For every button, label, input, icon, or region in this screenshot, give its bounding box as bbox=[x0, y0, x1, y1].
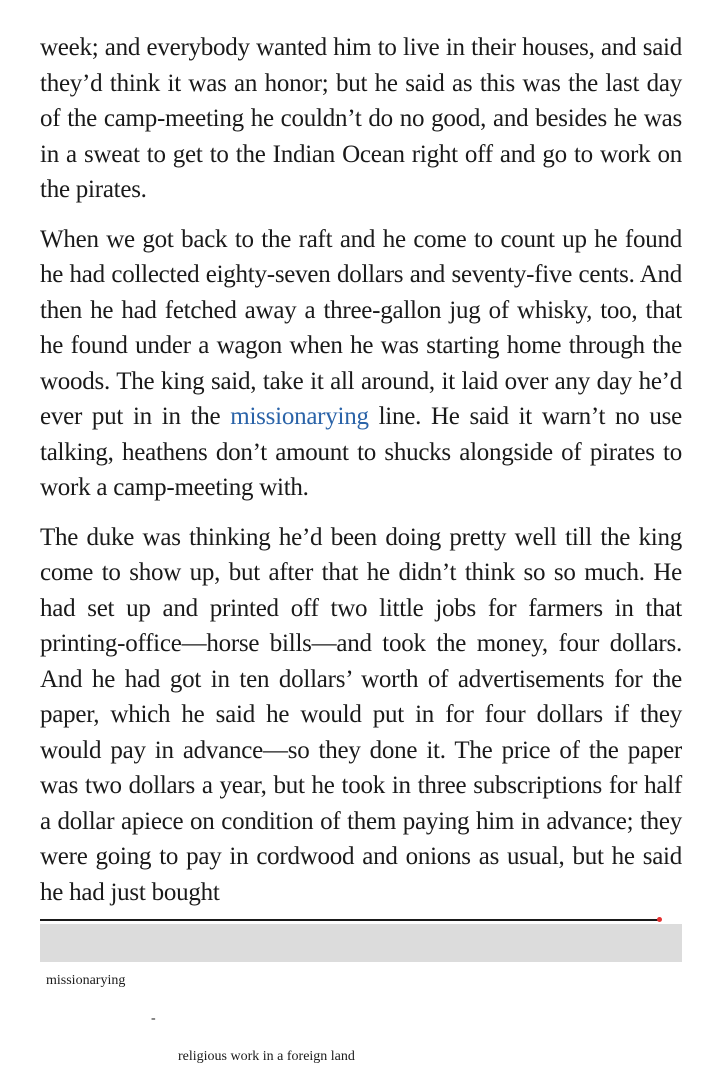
footnote-box bbox=[40, 924, 682, 1064]
page-text bbox=[40, 30, 682, 924]
footnote-divider bbox=[40, 919, 659, 921]
paragraph-2-text-before: When we got back to the raft and he come to count up he found he had collected eighty-seven dollars and seventy-five cents. And then he had fetched away a three-gallon jug of whisky, too, that he found under a wagon when he was starting home through the woods. The king said, take it all around, it laid over any day he’d ever put in in the bbox=[40, 225, 682, 430]
footnote-term: missionarying bbox=[46, 973, 126, 988]
paragraph-2-text-after: line. He said it warn’t no use talking, heathens don’t amount to shucks alongside of pirates to work a camp-meeting with. bbox=[40, 403, 682, 501]
paragraph-1: week; and everybody wanted him to live in their houses, and said they’d think it was an honor; but he said as this was the last day of the camp-meeting he couldn’t do no good, and besides he was in a sweat to get to the Indian Ocean right off and go to work on the pirates. bbox=[40, 34, 682, 203]
footnote-definition: religious work in a foreign land bbox=[178, 1049, 355, 1064]
glossary-link-missionarying[interactable]: missionarying bbox=[230, 403, 369, 430]
paragraph-2 bbox=[40, 222, 682, 506]
paragraph-3: The duke was thinking he’d been doing pretty well till the king come to show up, but after that he didn’t think so so much. He had set up and printed off two little jobs for farmers in that printing-office—horse bills—and took the money, four dollars. And he had got in ten dollars’ worth of advertisements for the paper, which he said he would put in for four dollars if they would pay in advance—so they done it. The price of the paper was two dollars a year, but he took in three subscriptions for half a dollar apiece on condition of them paying him in advance; they were going to pay in cordwood and onions as usual, but he said he had just bought bbox=[40, 523, 682, 906]
divider-marker-dot bbox=[657, 917, 662, 922]
footnote-separator: - bbox=[151, 1011, 156, 1026]
